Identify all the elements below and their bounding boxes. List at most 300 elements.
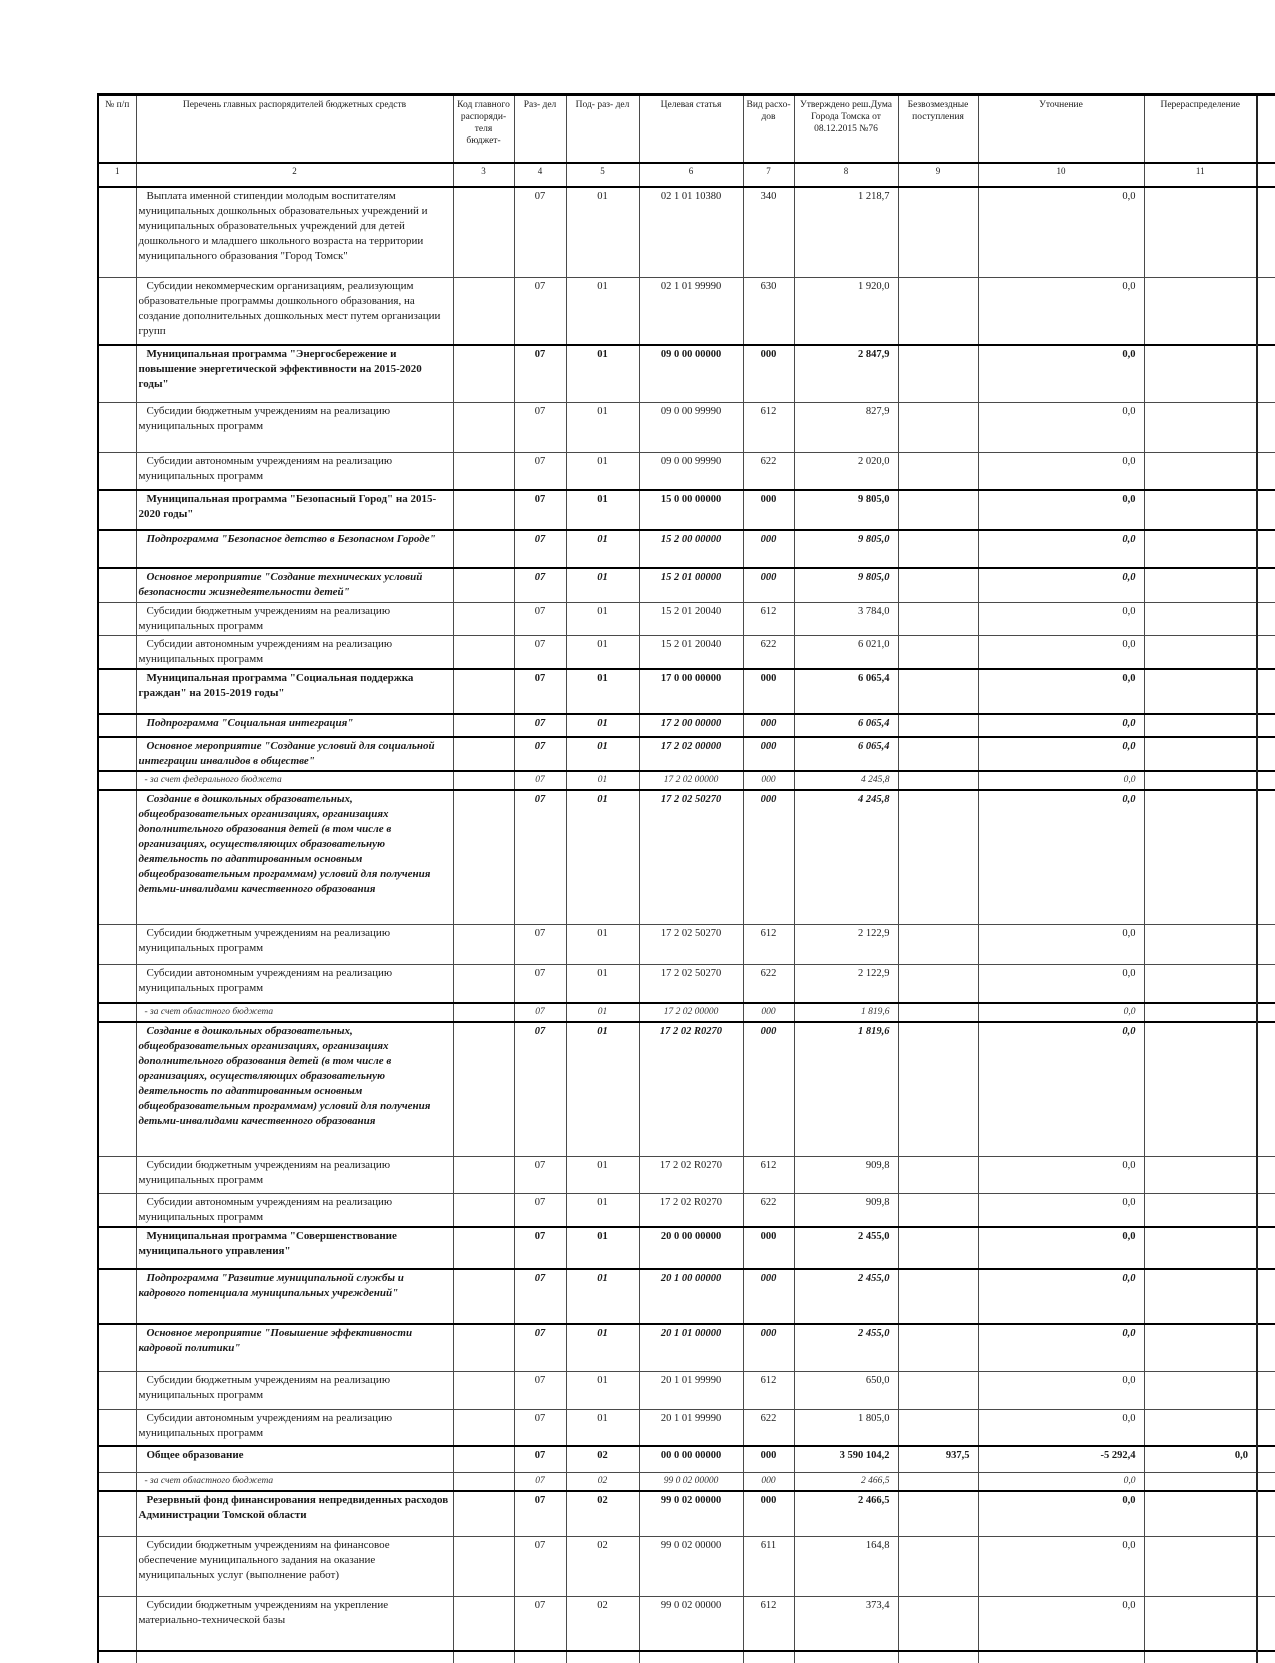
cell-description: Субсидии автономным учреждениям на реализацию муниципальных программ bbox=[136, 635, 453, 669]
cell-cutoff bbox=[1257, 277, 1275, 345]
cell-adjustment: -5 292,4 bbox=[978, 1446, 1144, 1472]
cell-cutoff bbox=[1257, 1651, 1275, 1663]
column-number: 11 bbox=[1144, 163, 1257, 187]
cell-gratuitous bbox=[898, 669, 978, 714]
cell-redistribution bbox=[1144, 1596, 1257, 1651]
cell-cutoff bbox=[1257, 1596, 1275, 1651]
cell-line-number bbox=[98, 925, 136, 965]
cell-expense-type: 611 bbox=[743, 1536, 794, 1596]
cell-razdel: 07 bbox=[514, 737, 566, 771]
cell-description: - за счет областного бюджета bbox=[136, 1472, 453, 1491]
cell-podrazdel: 01 bbox=[566, 925, 639, 965]
cell-target-article: 20 1 01 99990 bbox=[639, 1409, 743, 1446]
cell-gratuitous bbox=[898, 1409, 978, 1446]
cell-expense-type: 630 bbox=[743, 277, 794, 345]
cell-approved: 6 065,4 bbox=[794, 737, 898, 771]
cell-razdel: 07 bbox=[514, 1194, 566, 1228]
cell-adjustment: 0,0 bbox=[978, 1157, 1144, 1194]
cell-gratuitous bbox=[898, 1269, 978, 1324]
cell-podrazdel: 01 bbox=[566, 1227, 639, 1269]
cell-gratuitous bbox=[898, 1324, 978, 1371]
cell-redistribution bbox=[1144, 187, 1257, 277]
cell-line-number bbox=[98, 1324, 136, 1371]
cell-razdel: 07 bbox=[514, 1536, 566, 1596]
cell-podrazdel: 01 bbox=[566, 1003, 639, 1022]
cell-redistribution bbox=[1144, 1409, 1257, 1446]
cell-razdel: 07 bbox=[514, 530, 566, 568]
cell-redistribution bbox=[1144, 669, 1257, 714]
cell-razdel: 07 bbox=[514, 568, 566, 602]
cell-approved: 1 819,6 bbox=[794, 1022, 898, 1157]
cell-expense-type: 000 bbox=[743, 1269, 794, 1324]
budget-table bbox=[97, 93, 1275, 1663]
cell-approved: 1 218,7 bbox=[794, 187, 898, 277]
cell-line-number bbox=[98, 452, 136, 490]
cell-razdel: 07 bbox=[514, 602, 566, 635]
cell-gratuitous bbox=[898, 1003, 978, 1022]
cell-expense-type: 612 bbox=[743, 1157, 794, 1194]
cell-adjustment: 0,0 bbox=[978, 187, 1144, 277]
cell-grbs-code bbox=[453, 1003, 514, 1022]
cell-gratuitous bbox=[898, 737, 978, 771]
cell-grbs-code bbox=[453, 568, 514, 602]
cell-grbs-code bbox=[453, 1472, 514, 1491]
cell-expense-type: 000 bbox=[743, 345, 794, 402]
table-row bbox=[98, 277, 1275, 345]
cell-grbs-code bbox=[453, 602, 514, 635]
cell-adjustment bbox=[978, 1651, 1144, 1663]
cell-grbs-code bbox=[453, 1409, 514, 1446]
table-row bbox=[98, 187, 1275, 277]
cell-razdel: 07 bbox=[514, 1596, 566, 1651]
cell-description: Основное мероприятие "Создание условий для социальной интеграции инвалидов в обществе" bbox=[136, 737, 453, 771]
cell-approved: 9 805,0 bbox=[794, 568, 898, 602]
cell-expense-type: 000 bbox=[743, 1227, 794, 1269]
cell-expense-type: 000 bbox=[743, 530, 794, 568]
cell-grbs-code bbox=[453, 490, 514, 530]
cell-target-article: 17 0 00 00000 bbox=[639, 669, 743, 714]
column-header-approved: Утверждено реш.Дума Города Томска от 08.12.2015 №76 bbox=[794, 95, 898, 164]
table-row bbox=[98, 1536, 1275, 1596]
cell-podrazdel: 01 bbox=[566, 345, 639, 402]
column-header-num: № п/п bbox=[98, 95, 136, 164]
cell-gratuitous bbox=[898, 1194, 978, 1228]
cell-expense-type: 622 bbox=[743, 1409, 794, 1446]
cell-razdel: 07 bbox=[514, 187, 566, 277]
cell-description: Субсидии бюджетным учреждениям на реализацию муниципальных программ bbox=[136, 1157, 453, 1194]
cell-redistribution bbox=[1144, 925, 1257, 965]
cell-redistribution bbox=[1144, 714, 1257, 737]
cell-grbs-code bbox=[453, 1446, 514, 1472]
cell-expense-type: 000 bbox=[743, 490, 794, 530]
cell-approved: 9 805,0 bbox=[794, 530, 898, 568]
cell-grbs-code bbox=[453, 925, 514, 965]
table-row bbox=[98, 1596, 1275, 1651]
cell-podrazdel: 02 bbox=[566, 1536, 639, 1596]
column-header-podrazdel: Под- раз- дел bbox=[566, 95, 639, 164]
cell-expense-type: 612 bbox=[743, 925, 794, 965]
cell-razdel: 07 bbox=[514, 635, 566, 669]
table-row bbox=[98, 402, 1275, 452]
cell-line-number bbox=[98, 602, 136, 635]
cell-description: Субсидии бюджетным учреждениям на реализацию муниципальных программ bbox=[136, 402, 453, 452]
cell-expense-type: 000 bbox=[743, 737, 794, 771]
cell-grbs-code bbox=[453, 1536, 514, 1596]
cell-adjustment: 0,0 bbox=[978, 530, 1144, 568]
cell-redistribution bbox=[1144, 568, 1257, 602]
cell-grbs-code bbox=[453, 1194, 514, 1228]
column-number-row bbox=[98, 163, 1275, 187]
column-header-cutoff bbox=[1257, 95, 1275, 164]
column-number: 7 bbox=[743, 163, 794, 187]
cell-description: Создание в дошкольных образовательных, общеобразовательных организациях, организациях дополнительного образования детей (в том числе в организациях, осуществляющих образовательную деятельность по адаптированным основным общеобразовательным программам) условий для получения детьми-инвалидами качественного образования bbox=[136, 790, 453, 925]
cell-cutoff bbox=[1257, 790, 1275, 925]
cell-podrazdel: 02 bbox=[566, 1596, 639, 1651]
cell-adjustment: 0,0 bbox=[978, 1491, 1144, 1536]
table-row bbox=[98, 602, 1275, 635]
cell-description bbox=[136, 1651, 453, 1663]
table-row bbox=[98, 965, 1275, 1003]
cell-target-article: 17 2 00 00000 bbox=[639, 714, 743, 737]
cell-podrazdel bbox=[566, 1651, 639, 1663]
column-number bbox=[1257, 163, 1275, 187]
cell-gratuitous bbox=[898, 1157, 978, 1194]
cell-target-article: 09 0 00 99990 bbox=[639, 402, 743, 452]
table-row bbox=[98, 1227, 1275, 1269]
cell-podrazdel: 02 bbox=[566, 1472, 639, 1491]
cell-podrazdel: 01 bbox=[566, 602, 639, 635]
cell-cutoff bbox=[1257, 1022, 1275, 1157]
cell-target-article: 15 2 01 20040 bbox=[639, 635, 743, 669]
cell-description: Основное мероприятие "Повышение эффективности кадровой политики" bbox=[136, 1324, 453, 1371]
cell-line-number bbox=[98, 568, 136, 602]
cell-adjustment: 0,0 bbox=[978, 490, 1144, 530]
cell-podrazdel: 01 bbox=[566, 1409, 639, 1446]
cell-target-article: 17 2 02 R0270 bbox=[639, 1022, 743, 1157]
cell-redistribution bbox=[1144, 452, 1257, 490]
table-row bbox=[98, 669, 1275, 714]
cell-grbs-code bbox=[453, 277, 514, 345]
cell-podrazdel: 02 bbox=[566, 1446, 639, 1472]
cell-gratuitous bbox=[898, 1596, 978, 1651]
cell-description: Муниципальная программа "Энергосбережение и повышение энергетической эффективности на 2015-2020 годы" bbox=[136, 345, 453, 402]
cell-line-number bbox=[98, 1194, 136, 1228]
cell-podrazdel: 01 bbox=[566, 1324, 639, 1371]
cell-cutoff bbox=[1257, 1227, 1275, 1269]
cell-description: Муниципальная программа "Совершенствование муниципального управления" bbox=[136, 1227, 453, 1269]
cell-grbs-code bbox=[453, 402, 514, 452]
cell-grbs-code bbox=[453, 771, 514, 790]
cell-cutoff bbox=[1257, 965, 1275, 1003]
cell-line-number bbox=[98, 771, 136, 790]
table-row bbox=[98, 925, 1275, 965]
cell-cutoff bbox=[1257, 714, 1275, 737]
cell-line-number bbox=[98, 187, 136, 277]
cell-approved: 2 020,0 bbox=[794, 452, 898, 490]
cell-adjustment: 0,0 bbox=[978, 1194, 1144, 1228]
cell-cutoff bbox=[1257, 1472, 1275, 1491]
cell-approved bbox=[794, 1651, 898, 1663]
cell-gratuitous bbox=[898, 1536, 978, 1596]
cell-podrazdel: 01 bbox=[566, 1269, 639, 1324]
cell-razdel: 07 bbox=[514, 490, 566, 530]
cell-redistribution bbox=[1144, 490, 1257, 530]
cell-gratuitous bbox=[898, 530, 978, 568]
cell-redistribution bbox=[1144, 1651, 1257, 1663]
column-header-razdel: Раз- дел bbox=[514, 95, 566, 164]
cell-expense-type: 000 bbox=[743, 714, 794, 737]
cell-expense-type: 000 bbox=[743, 669, 794, 714]
cell-podrazdel: 01 bbox=[566, 568, 639, 602]
cell-adjustment: 0,0 bbox=[978, 1596, 1144, 1651]
table-row bbox=[98, 490, 1275, 530]
cell-line-number bbox=[98, 1003, 136, 1022]
cell-target-article: 15 2 00 00000 bbox=[639, 530, 743, 568]
cell-razdel: 07 bbox=[514, 1472, 566, 1491]
cell-grbs-code bbox=[453, 530, 514, 568]
cell-target-article: 02 1 01 99990 bbox=[639, 277, 743, 345]
cell-podrazdel: 01 bbox=[566, 635, 639, 669]
cell-podrazdel: 01 bbox=[566, 714, 639, 737]
cell-approved: 4 245,8 bbox=[794, 790, 898, 925]
cell-cutoff bbox=[1257, 1409, 1275, 1446]
cell-cutoff bbox=[1257, 669, 1275, 714]
cell-grbs-code bbox=[453, 965, 514, 1003]
table-row bbox=[98, 1003, 1275, 1022]
cell-podrazdel: 01 bbox=[566, 402, 639, 452]
cell-approved: 6 065,4 bbox=[794, 714, 898, 737]
cell-approved: 2 122,9 bbox=[794, 925, 898, 965]
table-row bbox=[98, 1371, 1275, 1409]
cell-adjustment: 0,0 bbox=[978, 635, 1144, 669]
cell-adjustment: 0,0 bbox=[978, 1003, 1144, 1022]
cell-grbs-code bbox=[453, 1491, 514, 1536]
column-number: 8 bbox=[794, 163, 898, 187]
cell-description: Основное мероприятие "Создание технических условий безопасности жизнедеятельности детей" bbox=[136, 568, 453, 602]
cell-redistribution bbox=[1144, 1536, 1257, 1596]
cell-target-article: 20 1 00 00000 bbox=[639, 1269, 743, 1324]
cell-approved: 6 021,0 bbox=[794, 635, 898, 669]
cell-gratuitous bbox=[898, 1651, 978, 1663]
cell-line-number bbox=[98, 277, 136, 345]
cell-cutoff bbox=[1257, 1491, 1275, 1536]
cell-line-number bbox=[98, 1157, 136, 1194]
table-row bbox=[98, 771, 1275, 790]
cell-grbs-code bbox=[453, 1324, 514, 1371]
table-row bbox=[98, 1157, 1275, 1194]
cell-target-article: 17 2 02 00000 bbox=[639, 771, 743, 790]
cell-adjustment: 0,0 bbox=[978, 925, 1144, 965]
cell-grbs-code bbox=[453, 1596, 514, 1651]
column-number: 3 bbox=[453, 163, 514, 187]
cell-description: Субсидии автономным учреждениям на реализацию муниципальных программ bbox=[136, 965, 453, 1003]
cell-approved: 2 466,5 bbox=[794, 1491, 898, 1536]
column-number: 10 bbox=[978, 163, 1144, 187]
cell-adjustment: 0,0 bbox=[978, 1227, 1144, 1269]
cell-redistribution bbox=[1144, 1003, 1257, 1022]
cell-grbs-code bbox=[453, 1157, 514, 1194]
table-row bbox=[98, 635, 1275, 669]
cell-line-number bbox=[98, 1446, 136, 1472]
cell-target-article: 17 2 02 R0270 bbox=[639, 1194, 743, 1228]
cell-redistribution: 0,0 bbox=[1144, 1446, 1257, 1472]
cell-cutoff bbox=[1257, 602, 1275, 635]
cell-description: Подпрограмма "Социальная интеграция" bbox=[136, 714, 453, 737]
column-number: 6 bbox=[639, 163, 743, 187]
cell-cutoff bbox=[1257, 568, 1275, 602]
cell-razdel: 07 bbox=[514, 402, 566, 452]
table-row bbox=[98, 1446, 1275, 1472]
cell-target-article: 17 2 02 00000 bbox=[639, 737, 743, 771]
cell-expense-type: 340 bbox=[743, 187, 794, 277]
cell-cutoff bbox=[1257, 1194, 1275, 1228]
cell-cutoff bbox=[1257, 187, 1275, 277]
cell-expense-type: 000 bbox=[743, 1022, 794, 1157]
cell-adjustment: 0,0 bbox=[978, 1022, 1144, 1157]
table-row bbox=[98, 345, 1275, 402]
cell-cutoff bbox=[1257, 1269, 1275, 1324]
cell-adjustment: 0,0 bbox=[978, 452, 1144, 490]
cell-line-number bbox=[98, 1596, 136, 1651]
cell-expense-type: 612 bbox=[743, 1596, 794, 1651]
cell-cutoff bbox=[1257, 452, 1275, 490]
cell-cutoff bbox=[1257, 1536, 1275, 1596]
cell-line-number bbox=[98, 1651, 136, 1663]
cell-podrazdel: 01 bbox=[566, 771, 639, 790]
cell-razdel: 07 bbox=[514, 771, 566, 790]
cell-expense-type: 612 bbox=[743, 402, 794, 452]
cell-razdel: 07 bbox=[514, 1491, 566, 1536]
column-header-list: Перечень главных распорядителей бюджетных средств bbox=[136, 95, 453, 164]
cell-adjustment: 0,0 bbox=[978, 1371, 1144, 1409]
cell-target-article: 20 1 01 99990 bbox=[639, 1371, 743, 1409]
cell-approved: 1 819,6 bbox=[794, 1003, 898, 1022]
cell-adjustment: 0,0 bbox=[978, 345, 1144, 402]
cell-expense-type: 000 bbox=[743, 1472, 794, 1491]
cell-description: Общее образование bbox=[136, 1446, 453, 1472]
cell-grbs-code bbox=[453, 737, 514, 771]
cell-description: Муниципальная программа "Безопасный Город" на 2015-2020 годы" bbox=[136, 490, 453, 530]
column-header-code: Код главного распоряди- теля бюджет- bbox=[453, 95, 514, 164]
column-number: 2 bbox=[136, 163, 453, 187]
cell-gratuitous bbox=[898, 790, 978, 925]
cell-redistribution bbox=[1144, 1371, 1257, 1409]
table-row bbox=[98, 790, 1275, 925]
cell-grbs-code bbox=[453, 345, 514, 402]
cell-target-article: 20 0 00 00000 bbox=[639, 1227, 743, 1269]
cell-grbs-code bbox=[453, 1022, 514, 1157]
cell-adjustment: 0,0 bbox=[978, 277, 1144, 345]
cell-podrazdel: 01 bbox=[566, 965, 639, 1003]
cell-expense-type: 000 bbox=[743, 1324, 794, 1371]
cell-description: Субсидии бюджетным учреждениям на реализацию муниципальных программ bbox=[136, 602, 453, 635]
cell-expense-type bbox=[743, 1651, 794, 1663]
cell-redistribution bbox=[1144, 1324, 1257, 1371]
cell-expense-type: 000 bbox=[743, 790, 794, 925]
cell-approved: 909,8 bbox=[794, 1194, 898, 1228]
cell-line-number bbox=[98, 714, 136, 737]
cell-razdel: 07 bbox=[514, 277, 566, 345]
cell-podrazdel: 01 bbox=[566, 737, 639, 771]
cell-redistribution bbox=[1144, 771, 1257, 790]
cell-gratuitous bbox=[898, 965, 978, 1003]
cell-adjustment: 0,0 bbox=[978, 771, 1144, 790]
cell-gratuitous bbox=[898, 771, 978, 790]
cell-gratuitous bbox=[898, 568, 978, 602]
cell-expense-type: 000 bbox=[743, 1446, 794, 1472]
cell-cutoff bbox=[1257, 345, 1275, 402]
cell-expense-type: 000 bbox=[743, 568, 794, 602]
cell-razdel: 07 bbox=[514, 965, 566, 1003]
cell-target-article bbox=[639, 1651, 743, 1663]
cell-razdel: 07 bbox=[514, 669, 566, 714]
cell-redistribution bbox=[1144, 1269, 1257, 1324]
cell-redistribution bbox=[1144, 602, 1257, 635]
cell-grbs-code bbox=[453, 669, 514, 714]
cell-description: Субсидии некоммерческим организациям, реализующим образовательные программы дошкольного образования, на создание дополнительных дошкольных мест путем организации групп bbox=[136, 277, 453, 345]
cell-description: - за счет федерального бюджета bbox=[136, 771, 453, 790]
cell-line-number bbox=[98, 490, 136, 530]
cell-line-number bbox=[98, 790, 136, 925]
cell-approved: 6 065,4 bbox=[794, 669, 898, 714]
table-row bbox=[98, 1324, 1275, 1371]
cell-cutoff bbox=[1257, 530, 1275, 568]
cell-razdel: 07 bbox=[514, 790, 566, 925]
cell-redistribution bbox=[1144, 530, 1257, 568]
cell-approved: 1 920,0 bbox=[794, 277, 898, 345]
cell-description: - за счет областного бюджета bbox=[136, 1003, 453, 1022]
cell-gratuitous bbox=[898, 345, 978, 402]
cell-podrazdel: 01 bbox=[566, 669, 639, 714]
cell-redistribution bbox=[1144, 1227, 1257, 1269]
cell-target-article: 09 0 00 99990 bbox=[639, 452, 743, 490]
cell-description: Подпрограмма "Развитие муниципальной службы и кадрового потенциала муниципальных учреждений" bbox=[136, 1269, 453, 1324]
cell-grbs-code bbox=[453, 1371, 514, 1409]
cell-redistribution bbox=[1144, 1022, 1257, 1157]
cell-redistribution bbox=[1144, 635, 1257, 669]
cell-gratuitous bbox=[898, 452, 978, 490]
cell-target-article: 17 2 02 50270 bbox=[639, 965, 743, 1003]
cell-approved: 909,8 bbox=[794, 1157, 898, 1194]
cell-target-article: 09 0 00 00000 bbox=[639, 345, 743, 402]
cell-razdel bbox=[514, 1651, 566, 1663]
cell-target-article: 17 2 02 00000 bbox=[639, 1003, 743, 1022]
cell-description: Создание в дошкольных образовательных, общеобразовательных организациях, организациях дополнительного образования детей (в том числе в организациях, осуществляющих образовательную деятельность по адаптированным основным общеобразовательным программам) условий для получения детьми-инвалидами качественного образования bbox=[136, 1022, 453, 1157]
table-header-row bbox=[98, 95, 1275, 164]
cell-razdel: 07 bbox=[514, 1003, 566, 1022]
cell-expense-type: 612 bbox=[743, 602, 794, 635]
cell-target-article: 99 0 02 00000 bbox=[639, 1472, 743, 1491]
cell-approved: 650,0 bbox=[794, 1371, 898, 1409]
cell-expense-type: 622 bbox=[743, 635, 794, 669]
cell-podrazdel: 01 bbox=[566, 790, 639, 925]
cell-line-number bbox=[98, 1371, 136, 1409]
cell-gratuitous: 937,5 bbox=[898, 1446, 978, 1472]
cell-gratuitous bbox=[898, 187, 978, 277]
cell-line-number bbox=[98, 530, 136, 568]
cell-expense-type: 622 bbox=[743, 452, 794, 490]
cell-podrazdel: 01 bbox=[566, 530, 639, 568]
cell-razdel: 07 bbox=[514, 1371, 566, 1409]
cell-adjustment: 0,0 bbox=[978, 965, 1144, 1003]
cell-redistribution bbox=[1144, 1194, 1257, 1228]
cell-razdel: 07 bbox=[514, 1022, 566, 1157]
table-body bbox=[98, 187, 1275, 1663]
cell-razdel: 07 bbox=[514, 452, 566, 490]
cell-line-number bbox=[98, 635, 136, 669]
cell-target-article: 17 2 02 R0270 bbox=[639, 1157, 743, 1194]
cell-cutoff bbox=[1257, 925, 1275, 965]
